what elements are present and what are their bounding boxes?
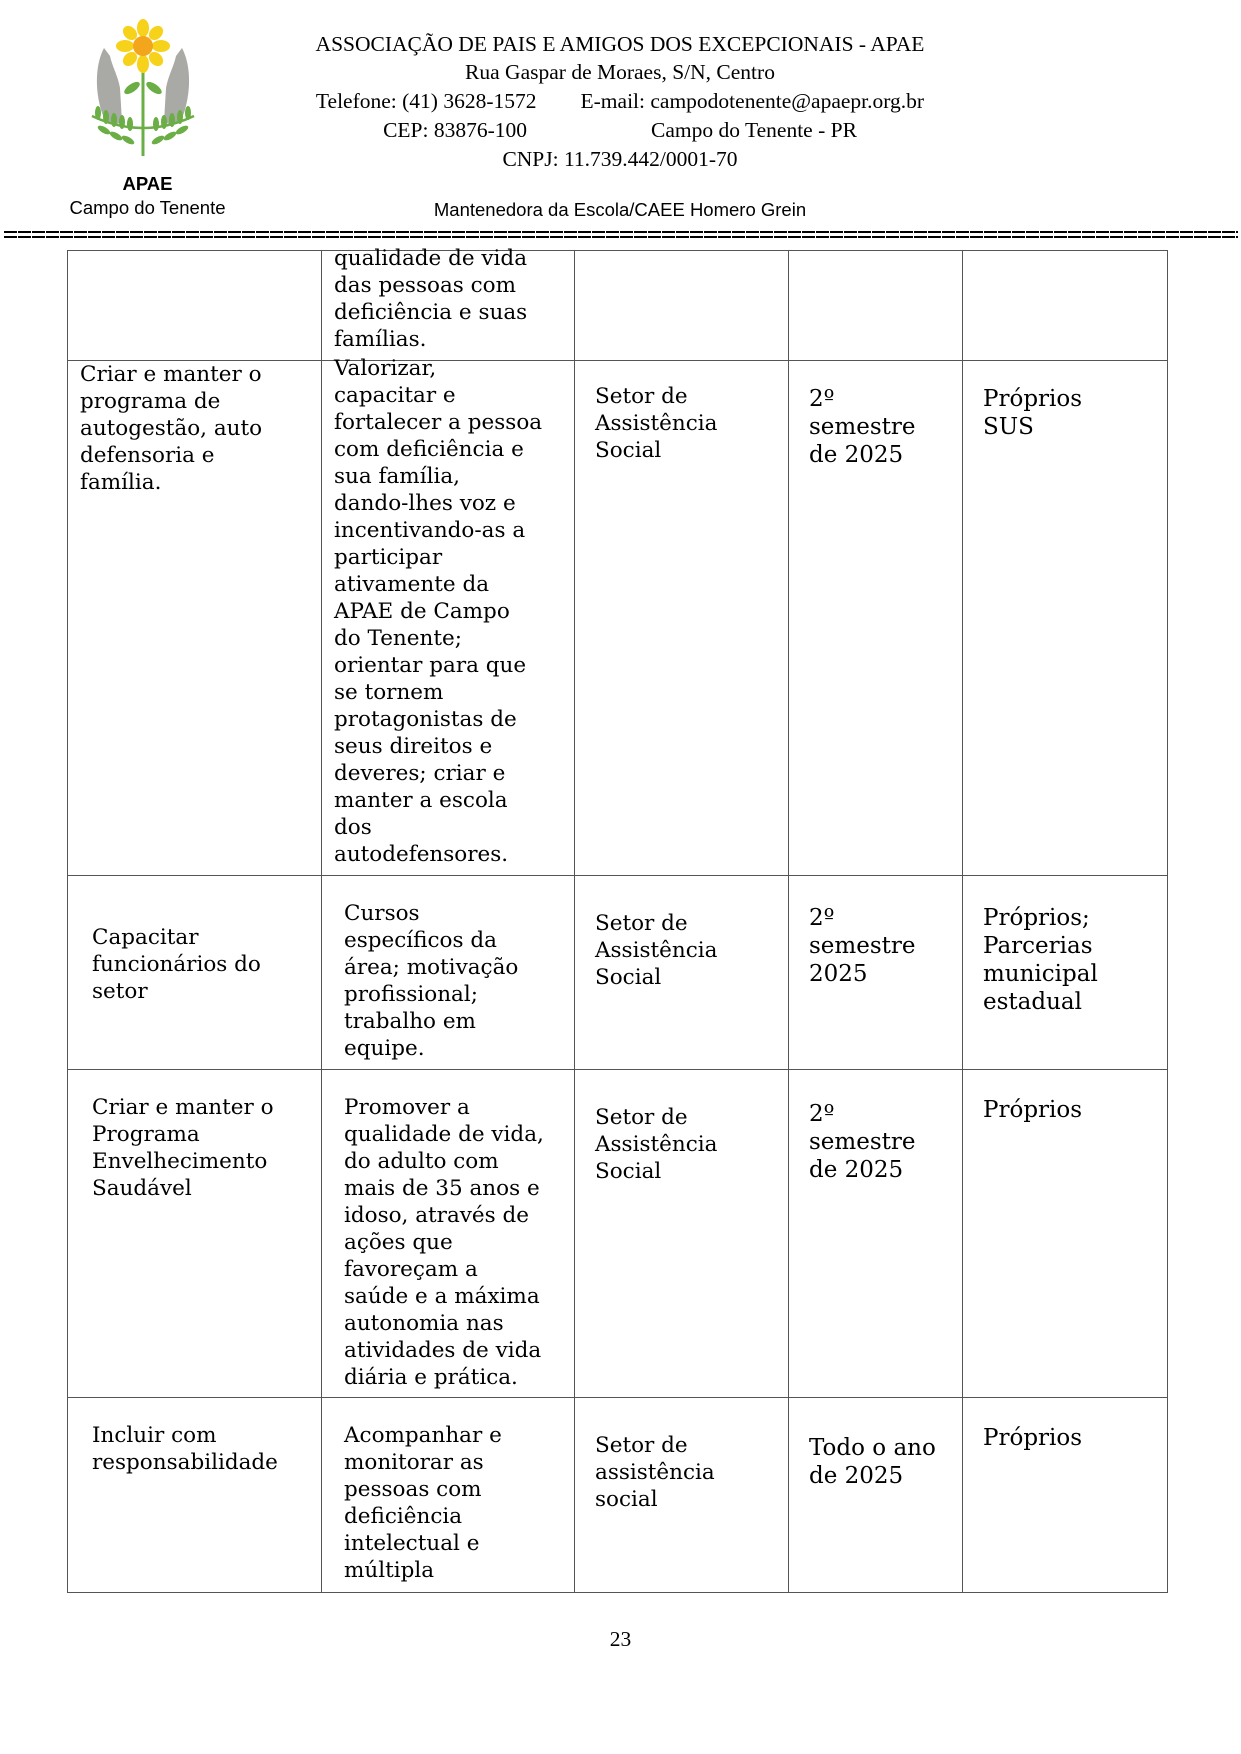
period-cell (789, 876, 963, 1070)
cell-line: Setor de (595, 911, 688, 936)
cell-line: de 2025 (809, 1157, 904, 1183)
cell-line: famílias. (334, 327, 427, 352)
cell-line: diária e prática. (344, 1365, 518, 1390)
cell-line: autogestão, auto (80, 416, 263, 441)
cell-line: mais de 35 anos e (344, 1176, 540, 1201)
cell-line: programa de (80, 389, 221, 414)
apae-logo-icon (82, 18, 204, 158)
page-number: 23 (609, 1627, 632, 1651)
cell-line: SUS (983, 414, 1034, 440)
cell-line: Próprios (983, 386, 1083, 412)
cell-line: autonomia nas (344, 1311, 504, 1336)
cell-line: Setor de (595, 1433, 688, 1458)
period-cell (789, 361, 963, 876)
cell-line: Valorizar, (334, 356, 437, 381)
cell-line: Envelhecimento (92, 1149, 268, 1174)
cell-line: 2º (809, 1101, 835, 1127)
cell-line: de 2025 (809, 442, 904, 468)
cell-line: Cursos (344, 901, 420, 926)
actions-cell (322, 1070, 575, 1398)
objective-cell (68, 1398, 322, 1593)
cell-line: manter a escola (334, 788, 508, 813)
table-row (68, 251, 1168, 361)
cell-line: deficiência (344, 1504, 463, 1529)
org-cep: CEP: 83876-100 (383, 118, 528, 142)
org-city-state: Campo do Tenente - PR (651, 118, 857, 142)
cell-line: com deficiência e (334, 437, 524, 462)
cell-line: Assistência (595, 1132, 718, 1157)
cell-line: sua família, (334, 464, 460, 489)
cell-line: 2025 (809, 961, 868, 987)
cell-line: Capacitar (92, 925, 199, 950)
header-separator-dashes (4, 230, 1238, 238)
cell-line: ações que (344, 1230, 453, 1255)
cell-line: deveres; criar e (334, 761, 506, 786)
cell-line: dos (334, 815, 372, 840)
cell-line: assistência (595, 1460, 715, 1485)
objective-cell (68, 1070, 322, 1398)
cell-line: seus direitos e (334, 734, 493, 759)
cell-line: fortalecer a pessoa (334, 410, 543, 435)
cell-line: do adulto com (344, 1149, 499, 1174)
cell-line: Programa (92, 1122, 200, 1147)
org-phone: Telefone: (41) 3628-1572 (315, 89, 537, 113)
cell-line: Assistência (595, 938, 718, 963)
responsible-cell (575, 876, 789, 1070)
cell-line: Próprios; (983, 905, 1090, 931)
org-cnpj: CNPJ: 11.739.442/0001-70 (502, 147, 738, 171)
table-row (68, 361, 1168, 876)
cell-line: 2º (809, 386, 835, 412)
cell-line: saúde e a máxima (344, 1284, 540, 1309)
cell-line: incentivando-as a (334, 518, 526, 543)
cell-line: pessoas com (344, 1477, 482, 1502)
period-cell (789, 1070, 963, 1398)
cell-line: Promover a (344, 1095, 470, 1120)
cell-line: Todo o ano (809, 1435, 936, 1461)
cell-line: dando-lhes voz e (334, 491, 516, 516)
period-cell (789, 251, 963, 361)
responsible-cell (575, 251, 789, 361)
cell-line: 2º (809, 905, 835, 931)
cell-line: setor (92, 979, 148, 1004)
cell-line: intelectual e (344, 1531, 480, 1556)
org-address: Rua Gaspar de Moraes, S/N, Centro (465, 60, 775, 84)
org-city: Campo do Tenente (69, 197, 226, 218)
resources-cell (963, 251, 1168, 361)
cell-line: Assistência (595, 411, 718, 436)
cell-line: responsabilidade (92, 1450, 278, 1475)
cell-line: área; motivação (344, 955, 519, 980)
cell-line: monitorar as (344, 1450, 484, 1475)
cell-line: Social (595, 1159, 662, 1184)
cell-line: atividades de vida (344, 1338, 542, 1363)
cell-line: família. (80, 470, 162, 495)
objective-cell (68, 876, 322, 1070)
cell-line: múltipla (344, 1558, 435, 1583)
resources-cell (963, 876, 1168, 1070)
cell-line: profissional; (344, 982, 478, 1007)
cell-line: Saudável (92, 1176, 192, 1201)
cell-line: Social (595, 965, 662, 990)
cell-line: Próprios (983, 1425, 1083, 1451)
cell-line: autodefensores. (334, 842, 509, 867)
cell-line: estadual (983, 989, 1082, 1015)
resources-cell (963, 361, 1168, 876)
resources-cell (963, 1398, 1168, 1593)
table-row (68, 1070, 1168, 1398)
cell-line: participar (334, 545, 443, 570)
org-full-name: ASSOCIAÇÃO DE PAIS E AMIGOS DOS EXCEPCIONAIS - APAE (315, 32, 925, 56)
resources-cell (963, 1070, 1168, 1398)
actions-cell (322, 356, 575, 876)
cell-line: trabalho em (344, 1009, 476, 1034)
org-short-name: APAE (122, 173, 173, 194)
org-email[interactable]: E-mail: campodotenente@apaepr.org.br (580, 89, 925, 113)
cell-line: qualidade de vida (334, 246, 528, 271)
actions-cell (322, 876, 575, 1070)
table-row (68, 1398, 1168, 1593)
cell-line: Incluir com (92, 1423, 217, 1448)
action-plan-table (67, 246, 1168, 1593)
cell-line: de 2025 (809, 1463, 904, 1489)
cell-line: Setor de (595, 384, 688, 409)
cell-line: específicos da (344, 928, 497, 953)
cell-line: se tornem (334, 680, 444, 705)
location-line (250, 116, 990, 144)
cell-line: semestre (809, 1129, 916, 1155)
cell-line: Criar e manter o (80, 362, 262, 387)
cell-line: Setor de (595, 1105, 688, 1130)
responsible-cell (575, 361, 789, 876)
cell-line: deficiência e suas (334, 300, 528, 325)
cell-line: APAE de Campo (334, 599, 510, 624)
cell-line: semestre (809, 414, 916, 440)
cell-line: favoreçam a (344, 1257, 478, 1282)
cell-line: Social (595, 438, 662, 463)
actions-cell (322, 1398, 575, 1593)
cell-line: protagonistas de (334, 707, 517, 732)
cell-line: idoso, através de (344, 1203, 530, 1228)
actions-cell (322, 246, 575, 361)
cell-line: das pessoas com (334, 273, 517, 298)
cell-line: semestre (809, 933, 916, 959)
cell-line: Parcerias (983, 933, 1093, 959)
cell-line: capacitar e (334, 383, 456, 408)
cell-line: do Tenente; (334, 626, 462, 651)
cell-line: qualidade de vida, (344, 1122, 544, 1147)
table-row (68, 876, 1168, 1070)
cell-line: orientar para que (334, 653, 527, 678)
cell-line: Acompanhar e (344, 1423, 502, 1448)
cell-line: social (595, 1487, 658, 1512)
cell-line: defensoria e (80, 443, 215, 468)
cell-line: funcionários do (92, 952, 261, 977)
responsible-cell (575, 1398, 789, 1593)
letterhead-subtitle: Mantenedora da Escola/CAEE Homero Grein (433, 199, 807, 220)
cell-line: Próprios (983, 1097, 1083, 1123)
contact-line (250, 87, 990, 115)
logo-caption (40, 172, 255, 220)
responsible-cell (575, 1070, 789, 1398)
cell-line: municipal (983, 961, 1098, 987)
cell-line: ativamente da (334, 572, 490, 597)
objective-cell (68, 361, 322, 876)
cell-line: Criar e manter o (92, 1095, 274, 1120)
objective-cell (68, 251, 322, 361)
period-cell (789, 1398, 963, 1593)
cell-line: equipe. (344, 1036, 425, 1061)
